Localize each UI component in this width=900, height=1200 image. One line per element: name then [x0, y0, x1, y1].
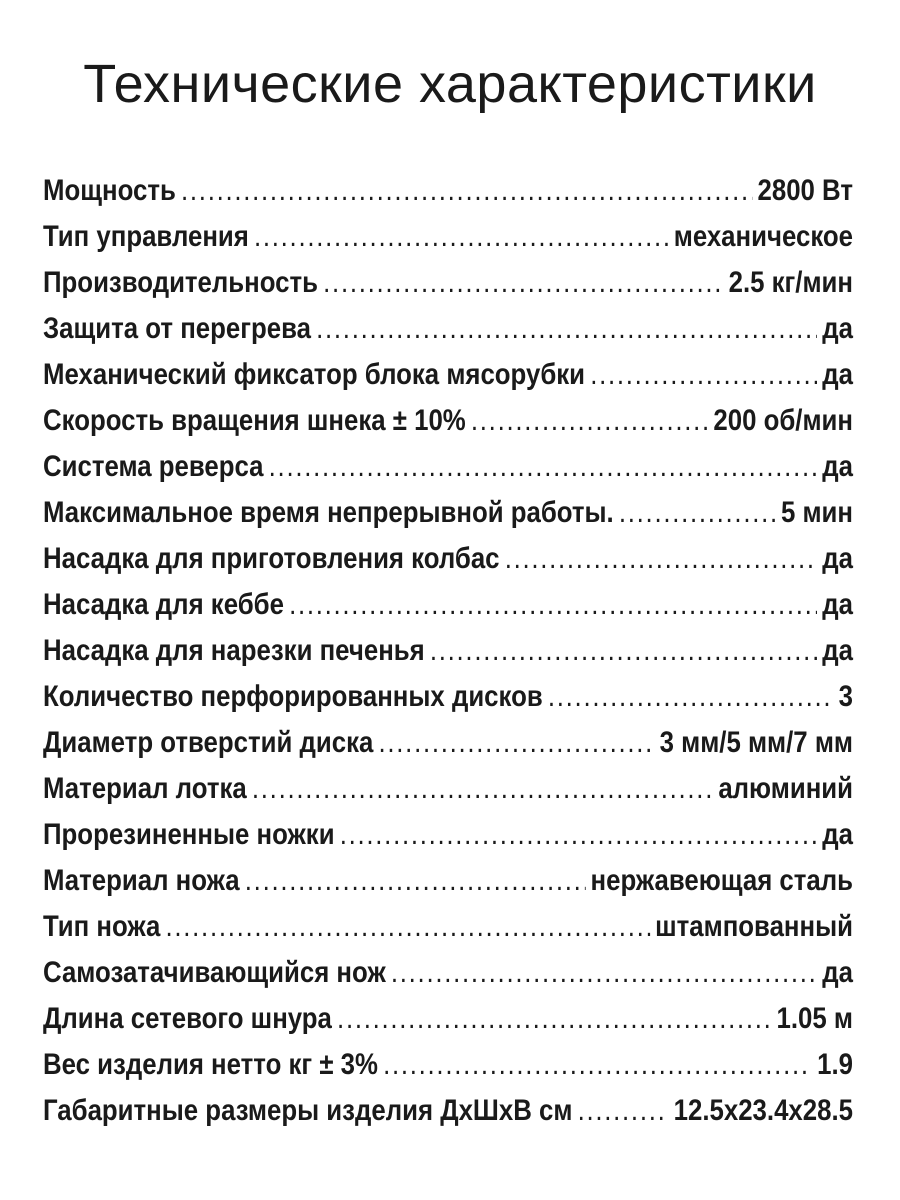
- spec-label: Защита от перегрева: [43, 312, 311, 345]
- spec-row: [43, 1088, 853, 1134]
- leader-dots: [289, 582, 817, 628]
- leader-dots: [590, 352, 817, 398]
- leader-dots: [245, 858, 586, 904]
- page-title: Технические характеристики: [83, 54, 817, 114]
- spec-label: Диаметр отверстий диска: [43, 726, 374, 759]
- leader-dots: [505, 536, 817, 582]
- spec-value: нержавеющая сталь: [590, 864, 853, 897]
- spec-value: 1.05 м: [776, 1002, 853, 1035]
- spec-label: Мощность: [43, 174, 176, 207]
- spec-label: Насадка для нарезки печенья: [43, 634, 425, 667]
- leader-dots: [578, 1088, 669, 1134]
- spec-row: [43, 214, 853, 260]
- spec-value: 5 мин: [780, 496, 853, 529]
- spec-label: Материал ножа: [43, 864, 240, 897]
- leader-dots: [391, 950, 817, 996]
- spec-value: да: [822, 450, 853, 483]
- spec-label: Тип управления: [43, 220, 249, 253]
- leader-dots: [181, 168, 752, 214]
- leader-dots: [379, 720, 655, 766]
- spec-label: Длина сетевого шнура: [43, 1002, 332, 1035]
- spec-row: [43, 858, 853, 904]
- leader-dots: [383, 1042, 812, 1088]
- leader-dots: [166, 904, 650, 950]
- leader-dots: [340, 812, 817, 858]
- spec-value: 2800 Вт: [757, 174, 853, 207]
- spec-row: [43, 904, 853, 950]
- spec-value: да: [822, 588, 853, 621]
- spec-label: Система реверса: [43, 450, 264, 483]
- spec-label: Механический фиксатор блока мясорубки: [43, 358, 586, 391]
- spec-label: Количество перфорированных дисков: [43, 680, 543, 713]
- spec-row: [43, 628, 853, 674]
- spec-value: да: [822, 312, 853, 345]
- spec-value: да: [822, 956, 853, 989]
- spec-label: Производительность: [43, 266, 319, 299]
- spec-label: Прорезиненные ножки: [43, 818, 335, 851]
- spec-value: 3 мм/5 мм/7 мм: [659, 726, 853, 759]
- leader-dots: [619, 490, 776, 536]
- spec-label: Вес изделия нетто кг ± 3%: [43, 1048, 378, 1081]
- leader-dots: [337, 996, 771, 1042]
- leader-dots: [471, 398, 708, 444]
- spec-label: Самозатачивающийся нож: [43, 956, 386, 989]
- spec-value: 3: [838, 680, 853, 713]
- spec-row: [43, 490, 853, 536]
- spec-value: да: [822, 358, 853, 391]
- spec-label: Скорость вращения шнека ± 10%: [43, 404, 466, 437]
- spec-row: [43, 444, 853, 490]
- spec-label: Насадка для кеббе: [43, 588, 284, 621]
- spec-value: 12.5x23.4x28.5: [673, 1094, 853, 1127]
- spec-row: [43, 398, 853, 444]
- spec-value: 2.5 кг/мин: [728, 266, 853, 299]
- leader-dots: [252, 766, 713, 812]
- leader-dots: [316, 306, 817, 352]
- spec-row: [43, 582, 853, 628]
- spec-label: Максимальное время непрерывной работы.: [43, 496, 614, 529]
- leader-dots: [254, 214, 669, 260]
- spec-value: да: [822, 634, 853, 667]
- spec-row: [43, 536, 853, 582]
- spec-value: механическое: [673, 220, 853, 253]
- spec-row: [43, 720, 853, 766]
- spec-row: [43, 812, 853, 858]
- spec-value: да: [822, 818, 853, 851]
- spec-value: штампованный: [655, 910, 853, 943]
- spec-row: [43, 996, 853, 1042]
- spec-row: [43, 260, 853, 306]
- spec-value: 1.9: [817, 1048, 853, 1081]
- leader-dots: [269, 444, 817, 490]
- spec-row: [43, 766, 853, 812]
- spec-row: [43, 168, 853, 214]
- spec-label: Насадка для приготовления колбас: [43, 542, 500, 575]
- leader-dots: [430, 628, 817, 674]
- spec-label: Габаритные размеры изделия ДхШхВ см: [43, 1094, 573, 1127]
- spec-row: [43, 306, 853, 352]
- leader-dots: [548, 674, 834, 720]
- spec-row: [43, 352, 853, 398]
- leader-dots: [323, 260, 723, 306]
- spec-value: да: [822, 542, 853, 575]
- spec-row: [43, 674, 853, 720]
- spec-label: Тип ножа: [43, 910, 161, 943]
- spec-label: Материал лотка: [43, 772, 247, 805]
- spec-value: 200 об/мин: [713, 404, 853, 437]
- spec-row: [43, 950, 853, 996]
- spec-list: [43, 168, 853, 1134]
- spec-value: алюминий: [718, 772, 853, 805]
- spec-row: [43, 1042, 853, 1088]
